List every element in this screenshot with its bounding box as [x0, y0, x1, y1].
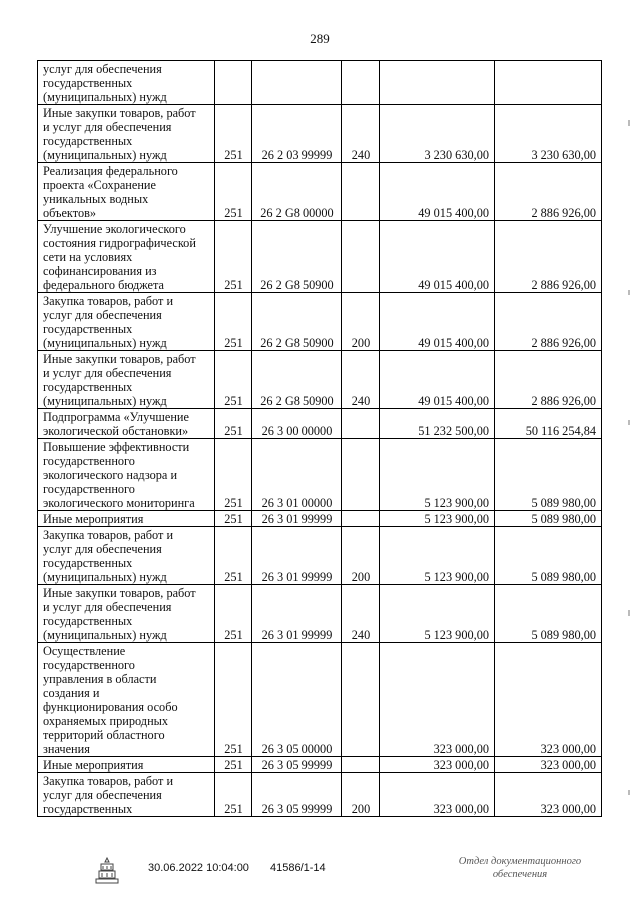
cell-amount-2024	[495, 61, 602, 105]
cell-name	[38, 439, 215, 511]
cell-program: 26 3 05 00000	[252, 643, 342, 757]
cell-amount-2024: 2 886 926,00	[495, 163, 602, 221]
cell-expense-type: 240	[342, 585, 380, 643]
cell-ministry: 251	[215, 105, 252, 163]
cell-program: 26 3 01 99999	[252, 527, 342, 585]
cell-expense-type	[342, 221, 380, 293]
cell-name	[38, 409, 215, 439]
cell-ministry: 251	[215, 585, 252, 643]
cell-name-line: объектов»	[43, 206, 97, 220]
table-row	[38, 351, 602, 409]
cell-name-line: функционирования особо	[43, 700, 178, 714]
table-row	[38, 585, 602, 643]
cell-name	[38, 511, 215, 527]
cell-program: 26 3 05 99999	[252, 757, 342, 773]
budget-table-body	[38, 61, 602, 817]
cell-amount-2024: 5 089 980,00	[495, 527, 602, 585]
cell-amount-2024: 2 886 926,00	[495, 221, 602, 293]
cell-expense-type	[342, 757, 380, 773]
cell-program: 26 2 G8 00000	[252, 163, 342, 221]
cell-name	[38, 527, 215, 585]
cell-ministry: 251	[215, 351, 252, 409]
budget-table	[37, 60, 602, 817]
cell-name-line: Иные закупки товаров, работ	[43, 352, 196, 366]
cell-name	[38, 105, 215, 163]
cell-expense-type: 240	[342, 351, 380, 409]
cell-program: 26 2 G8 50900	[252, 221, 342, 293]
cell-name-line: софинансирования из	[43, 264, 157, 278]
cell-ministry: 251	[215, 773, 252, 817]
coat-of-arms-icon	[92, 856, 122, 886]
table-row	[38, 527, 602, 585]
cell-ministry	[215, 61, 252, 105]
cell-amount-2023: 5 123 900,00	[380, 585, 495, 643]
cell-amount-2023: 5 123 900,00	[380, 511, 495, 527]
cell-name-line: создания и	[43, 686, 100, 700]
cell-ministry: 251	[215, 409, 252, 439]
cell-name-line: управления в области	[43, 672, 157, 686]
cell-name-line: сети на условиях	[43, 250, 133, 264]
cell-name-line: охраняемых природных	[43, 714, 169, 728]
table-row	[38, 757, 602, 773]
cell-name-line: государственных	[43, 614, 133, 628]
cell-name-line: (муниципальных) нужд	[43, 628, 167, 642]
cell-name-line: государственных	[43, 134, 133, 148]
cell-name-line: и услуг для обеспечения	[43, 366, 172, 380]
cell-name-line: экологического надзора и	[43, 468, 178, 482]
cell-ministry: 251	[215, 757, 252, 773]
cell-name-line: проекта «Сохранение	[43, 178, 156, 192]
footer-department-stamp	[440, 855, 600, 881]
cell-ministry: 251	[215, 163, 252, 221]
cell-name-line: экологической обстановки»	[43, 424, 189, 438]
cell-amount-2024: 3 230 630,00	[495, 105, 602, 163]
cell-name-line: Иные мероприятия	[43, 512, 144, 526]
cell-expense-type	[342, 163, 380, 221]
cell-amount-2023: 3 230 630,00	[380, 105, 495, 163]
cell-program: 26 3 00 00000	[252, 409, 342, 439]
footer-department-line: обеспечения	[492, 869, 548, 880]
cell-name	[38, 643, 215, 757]
cell-amount-2023: 49 015 400,00	[380, 221, 495, 293]
cell-name-line: уникальных водных	[43, 192, 149, 206]
cell-name	[38, 773, 215, 817]
cell-name-line: Повышение эффективности	[43, 440, 190, 454]
cell-name-line: услуг для обеспечения	[43, 308, 162, 322]
cell-program: 26 2 03 99999	[252, 105, 342, 163]
cell-amount-2023: 323 000,00	[380, 757, 495, 773]
cell-name-line: государственных	[43, 76, 133, 90]
table-row	[38, 409, 602, 439]
cell-name	[38, 163, 215, 221]
cell-name-line: государственных	[43, 380, 133, 394]
cell-expense-type: 200	[342, 293, 380, 351]
margin-scan-mark	[628, 290, 630, 295]
cell-name	[38, 757, 215, 773]
cell-amount-2023: 51 232 500,00	[380, 409, 495, 439]
cell-name-line: услуг для обеспечения	[43, 62, 162, 76]
margin-scan-mark	[628, 790, 630, 795]
cell-amount-2024: 323 000,00	[495, 773, 602, 817]
cell-name-line: государственных	[43, 802, 133, 816]
table-row	[38, 511, 602, 527]
cell-amount-2024: 323 000,00	[495, 757, 602, 773]
cell-program	[252, 61, 342, 105]
footer-doc-number: 41586/1-14	[270, 862, 326, 874]
cell-name-line: государственного	[43, 454, 135, 468]
cell-name-line: государственного	[43, 482, 135, 496]
cell-name-line: Улучшение экологического	[43, 222, 186, 236]
cell-amount-2023	[380, 61, 495, 105]
cell-name-line: (муниципальных) нужд	[43, 336, 167, 350]
table-row	[38, 293, 602, 351]
cell-expense-type: 240	[342, 105, 380, 163]
cell-name-line: федерального бюджета	[43, 278, 164, 292]
cell-amount-2023: 49 015 400,00	[380, 293, 495, 351]
cell-name	[38, 61, 215, 105]
cell-name-line: значения	[43, 742, 90, 756]
cell-expense-type: 200	[342, 773, 380, 817]
cell-name-line: Иные мероприятия	[43, 758, 144, 772]
cell-name-line: услуг для обеспечения	[43, 542, 162, 556]
cell-amount-2023: 49 015 400,00	[380, 351, 495, 409]
cell-name-line: (муниципальных) нужд	[43, 394, 167, 408]
cell-name-line: Подпрограмма «Улучшение	[43, 410, 189, 424]
cell-name-line: Закупка товаров, работ и	[43, 528, 174, 542]
cell-name-line: государственных	[43, 322, 133, 336]
table-row	[38, 221, 602, 293]
cell-name-line: Закупка товаров, работ и	[43, 294, 174, 308]
cell-program: 26 3 05 99999	[252, 773, 342, 817]
table-row	[38, 643, 602, 757]
cell-amount-2023: 49 015 400,00	[380, 163, 495, 221]
cell-amount-2024: 5 089 980,00	[495, 585, 602, 643]
cell-amount-2023: 323 000,00	[380, 773, 495, 817]
cell-expense-type	[342, 643, 380, 757]
cell-name	[38, 293, 215, 351]
cell-amount-2024: 5 089 980,00	[495, 511, 602, 527]
cell-name-line: и услуг для обеспечения	[43, 600, 172, 614]
cell-amount-2023: 323 000,00	[380, 643, 495, 757]
cell-name-line: (муниципальных) нужд	[43, 90, 167, 104]
cell-name	[38, 221, 215, 293]
cell-name-line: (муниципальных) нужд	[43, 570, 167, 584]
cell-ministry: 251	[215, 293, 252, 351]
cell-ministry: 251	[215, 527, 252, 585]
margin-scan-mark	[628, 610, 630, 616]
cell-amount-2023: 5 123 900,00	[380, 439, 495, 511]
cell-program: 26 3 01 99999	[252, 585, 342, 643]
table-row	[38, 163, 602, 221]
cell-name	[38, 351, 215, 409]
cell-amount-2023: 5 123 900,00	[380, 527, 495, 585]
cell-ministry: 251	[215, 511, 252, 527]
cell-program: 26 2 G8 50900	[252, 293, 342, 351]
table-row	[38, 439, 602, 511]
cell-name-line: государственного	[43, 658, 135, 672]
cell-program: 26 3 01 00000	[252, 439, 342, 511]
cell-name-line: Реализация федерального	[43, 164, 178, 178]
page-number: 289	[310, 31, 330, 46]
cell-program: 26 2 G8 50900	[252, 351, 342, 409]
cell-name-line: Закупка товаров, работ и	[43, 774, 174, 788]
cell-amount-2024: 323 000,00	[495, 643, 602, 757]
cell-ministry: 251	[215, 221, 252, 293]
margin-scan-mark	[628, 120, 630, 126]
cell-amount-2024: 50 116 254,84	[495, 409, 602, 439]
cell-ministry: 251	[215, 439, 252, 511]
cell-name-line: экологического мониторинга	[43, 496, 195, 510]
footer-department-line: Отдел документационного	[458, 856, 582, 867]
margin-scan-mark	[628, 420, 630, 425]
cell-ministry: 251	[215, 643, 252, 757]
cell-name-line: Иные закупки товаров, работ	[43, 106, 196, 120]
table-row	[38, 773, 602, 817]
cell-amount-2024: 2 886 926,00	[495, 293, 602, 351]
cell-expense-type	[342, 511, 380, 527]
cell-name-line: и услуг для обеспечения	[43, 120, 172, 134]
table-row	[38, 105, 602, 163]
cell-name	[38, 585, 215, 643]
cell-amount-2024: 2 886 926,00	[495, 351, 602, 409]
cell-expense-type	[342, 439, 380, 511]
cell-program: 26 3 01 99999	[252, 511, 342, 527]
cell-name-line: территорий областного	[43, 728, 165, 742]
cell-name-line: состояния гидрографической	[43, 236, 196, 250]
cell-name-line: услуг для обеспечения	[43, 788, 162, 802]
cell-amount-2024: 5 089 980,00	[495, 439, 602, 511]
cell-expense-type	[342, 409, 380, 439]
cell-name-line: (муниципальных) нужд	[43, 148, 167, 162]
cell-name-line: государственных	[43, 556, 133, 570]
table-row	[38, 61, 602, 105]
footer-datetime: 30.06.2022 10:04:00	[148, 862, 249, 874]
cell-name-line: Осуществление	[43, 644, 126, 658]
cell-expense-type	[342, 61, 380, 105]
cell-name-line: Иные закупки товаров, работ	[43, 586, 196, 600]
cell-expense-type: 200	[342, 527, 380, 585]
